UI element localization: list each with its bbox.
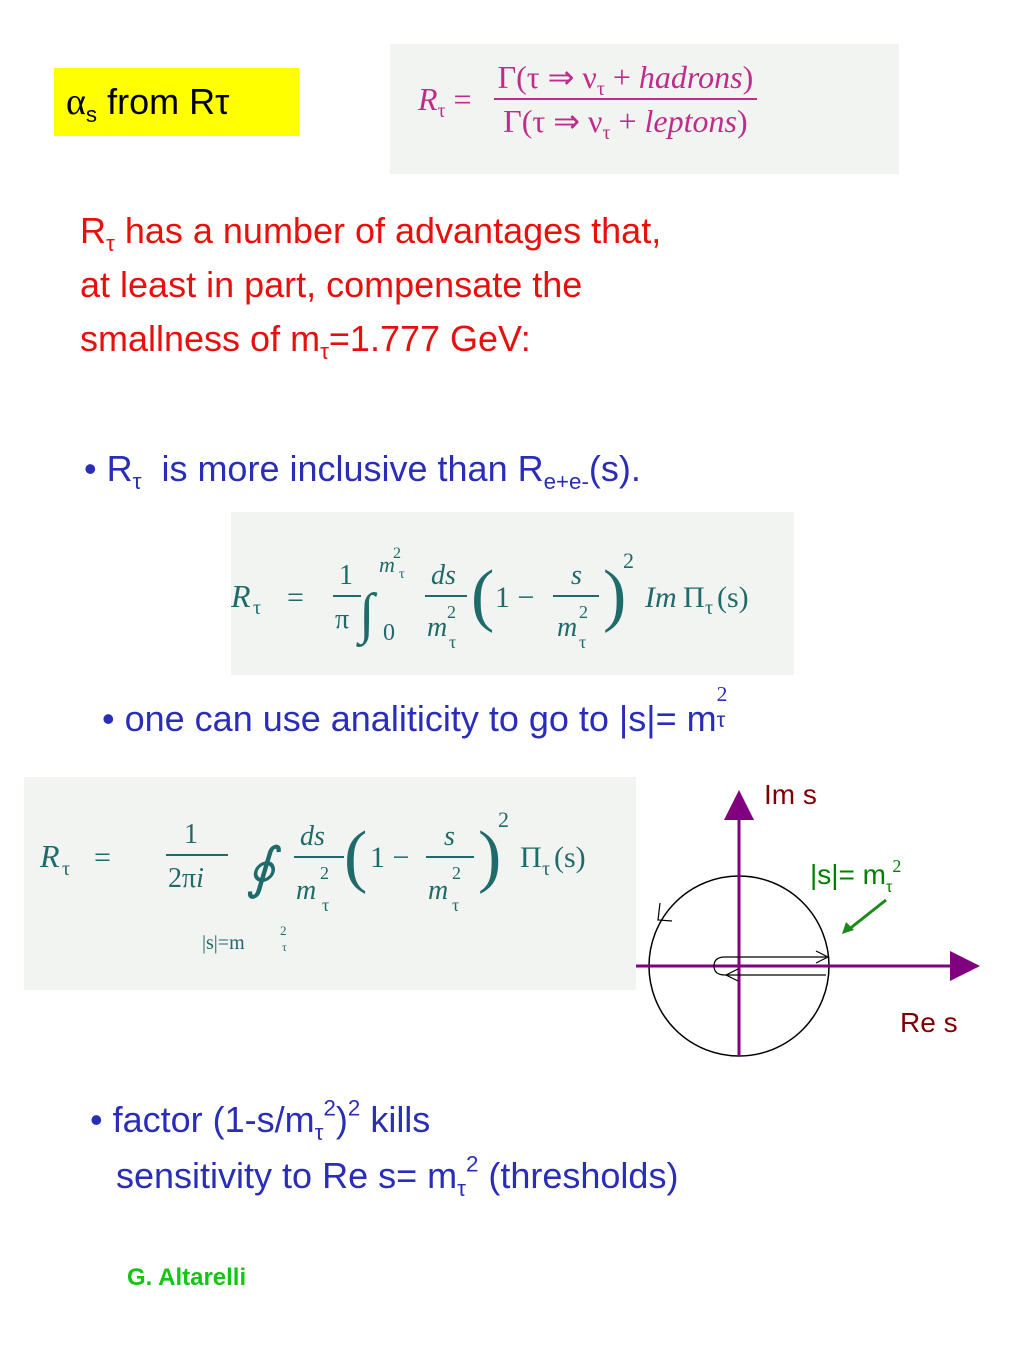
bullet-2-a: • one can use analiticity to go to |s|= m bbox=[102, 698, 717, 739]
contour-s: s bbox=[444, 821, 455, 852]
int-im: Im bbox=[645, 581, 677, 614]
int-paren-open: ( bbox=[471, 557, 495, 634]
bullet-3-sub2: τ bbox=[457, 1175, 466, 1201]
formula-r-tau-integral bbox=[231, 512, 794, 675]
intro-paragraph bbox=[80, 204, 880, 366]
formula-fraction bbox=[494, 58, 758, 144]
contour-pi-sub: τ bbox=[542, 858, 551, 880]
bullet-inclusive bbox=[84, 448, 641, 494]
circle-direction-arrow bbox=[658, 903, 672, 921]
bullet-3-line-1 bbox=[90, 1092, 678, 1148]
int-equals: = bbox=[287, 581, 304, 614]
bullet-1-b: is more inclusive than R bbox=[141, 448, 544, 489]
bullet-3-c: kills bbox=[360, 1099, 431, 1140]
bullet-1-c: (s). bbox=[588, 448, 641, 489]
contour-square: 2 bbox=[498, 807, 509, 832]
bullet-factor bbox=[90, 1092, 678, 1204]
numerator-hadrons: hadrons bbox=[638, 59, 743, 95]
int-arg: (s) bbox=[717, 581, 749, 614]
alpha-subscript: s bbox=[85, 101, 98, 127]
denominator-plus: + bbox=[610, 103, 645, 139]
bullet-3-sup3: 2 bbox=[465, 1151, 479, 1177]
formula-r-tau-contour bbox=[24, 777, 636, 990]
contour-integral-sign: ∮ bbox=[246, 838, 276, 900]
circle-label-sub: τ bbox=[886, 879, 893, 896]
int-upper-sup: 2 bbox=[393, 545, 401, 562]
circle-pointer-arrow bbox=[848, 900, 886, 930]
int-m2: m bbox=[557, 612, 578, 643]
contour-ds: ds bbox=[300, 821, 325, 852]
contour-pi-sym: Π bbox=[520, 841, 542, 874]
circle-label-sup: 2 bbox=[892, 856, 902, 876]
intro-line-2: at least in part, compensate the bbox=[80, 264, 583, 305]
numerator-plus: + bbox=[604, 59, 639, 95]
int-lhs: R bbox=[231, 578, 251, 614]
contour-one: 1 bbox=[184, 819, 198, 850]
bullet-3-d: sensitivity to Re s= m bbox=[116, 1155, 458, 1196]
int-m2-sub: τ bbox=[579, 632, 587, 652]
bullet-3-b: ) bbox=[335, 1099, 348, 1140]
contour-m2-sub: τ bbox=[452, 895, 460, 915]
int-m-sup: 2 bbox=[447, 602, 456, 622]
int-m-sub: τ bbox=[449, 632, 457, 652]
contour-constraint-sub: τ bbox=[282, 940, 287, 954]
intro-line-1-text: has a number of advantages that, bbox=[114, 210, 662, 251]
formula-r-tau-definition: $R_\tau$ = $\frac{\Gamma(\tau \Rightarrow \nu_\tau + hadrons)}{\Gamma(\tau \Rightarrow \nu_\tau + leptons)}$ bbox=[390, 44, 899, 174]
bullet-2-subsup bbox=[716, 682, 731, 732]
formula-lhs: R bbox=[418, 80, 438, 117]
author-credit: G. Altarelli bbox=[127, 1264, 247, 1291]
int-m: m bbox=[427, 612, 448, 643]
int-integral-sign: ∫ bbox=[359, 583, 375, 645]
bullet-3-a: • factor (1-s/m bbox=[90, 1099, 315, 1140]
contour-one-minus: 1 − bbox=[370, 841, 410, 874]
contour-constraint-sup: 2 bbox=[280, 923, 287, 938]
re-axis-label: Re s bbox=[900, 1007, 958, 1038]
bullet-2-sub: τ bbox=[716, 706, 726, 732]
int-upper-sub: τ bbox=[399, 567, 405, 582]
contour-paren-close: ) bbox=[478, 818, 502, 895]
intro-line-3-sub: τ bbox=[320, 338, 329, 364]
slide-title bbox=[54, 68, 299, 136]
numerator-a: Γ(τ ⇒ ν bbox=[497, 59, 597, 95]
int-m2-sup: 2 bbox=[579, 602, 588, 622]
bullet-2-sup: 2 bbox=[716, 682, 728, 707]
intro-r-sub: τ bbox=[106, 230, 115, 256]
int-paren-close: ) bbox=[603, 557, 627, 634]
int-pi-sym: Π bbox=[683, 581, 705, 614]
bullet-1-sub2: e+e- bbox=[543, 468, 589, 494]
contour-paren-open: ( bbox=[344, 818, 368, 895]
contour-lhs-sub: τ bbox=[62, 858, 71, 880]
contour-lhs: R bbox=[40, 838, 60, 874]
circle-label bbox=[810, 856, 901, 896]
im-axis-label: Im s bbox=[764, 779, 817, 810]
intro-line-3 bbox=[80, 312, 880, 366]
denominator-sub: τ bbox=[602, 121, 611, 144]
int-one-minus: 1 − bbox=[495, 581, 535, 614]
contour-constraint: |s|=m bbox=[202, 932, 245, 954]
contour-m2: m bbox=[428, 875, 449, 906]
intro-line-3-a: smallness of m bbox=[80, 318, 321, 359]
intro-line-1 bbox=[80, 204, 880, 258]
int-upper: m bbox=[379, 552, 395, 577]
numerator-close: ) bbox=[742, 59, 754, 95]
contour-arg: (s) bbox=[554, 841, 586, 874]
contour-formula-svg bbox=[24, 805, 636, 985]
numerator-sub: τ bbox=[596, 77, 605, 100]
int-pi: π bbox=[335, 604, 350, 635]
int-lhs-sub: τ bbox=[253, 597, 262, 619]
circle-label-text: |s|= m bbox=[810, 859, 887, 890]
bullet-1-a: • R bbox=[84, 448, 133, 489]
contour-m-sub: τ bbox=[322, 895, 330, 915]
intro-r: R bbox=[80, 210, 106, 251]
formula-lhs-sub: τ bbox=[437, 99, 446, 122]
bullet-3-sub: τ bbox=[314, 1119, 324, 1145]
bullet-1-sub: τ bbox=[132, 468, 142, 494]
bullet-3-sup2: 2 bbox=[347, 1095, 361, 1121]
denominator-a: Γ(τ ⇒ ν bbox=[503, 103, 603, 139]
denominator-close: ) bbox=[736, 103, 748, 139]
int-one: 1 bbox=[339, 560, 353, 591]
bullet-analiticity bbox=[102, 682, 731, 740]
contour-m-sup: 2 bbox=[320, 863, 329, 883]
contour-equals: = bbox=[94, 841, 111, 874]
formula-denominator bbox=[494, 100, 758, 144]
title-text: from Rτ bbox=[97, 81, 230, 122]
formula-numerator bbox=[494, 58, 758, 100]
int-lower: 0 bbox=[383, 620, 395, 646]
intro-line-3-b: =1.777 GeV: bbox=[328, 318, 531, 359]
contour-m: m bbox=[296, 875, 317, 906]
complex-plane-diagram bbox=[630, 770, 1024, 1070]
contour-2pi-i: 2πi bbox=[168, 863, 204, 894]
denominator-leptons: leptons bbox=[644, 103, 737, 139]
int-ds: ds bbox=[431, 560, 456, 591]
bullet-3-sup: 2 bbox=[323, 1095, 336, 1121]
bullet-3-e: (thresholds) bbox=[478, 1155, 679, 1196]
bullet-3-line-2 bbox=[90, 1148, 678, 1204]
alpha-symbol: α bbox=[66, 81, 86, 123]
contour-m2-sup: 2 bbox=[452, 863, 461, 883]
int-pi-sub: τ bbox=[705, 597, 714, 619]
int-square: 2 bbox=[623, 548, 634, 573]
integral-formula-svg bbox=[231, 532, 794, 672]
complex-plane-svg bbox=[630, 770, 1024, 1070]
int-s: s bbox=[571, 560, 582, 591]
